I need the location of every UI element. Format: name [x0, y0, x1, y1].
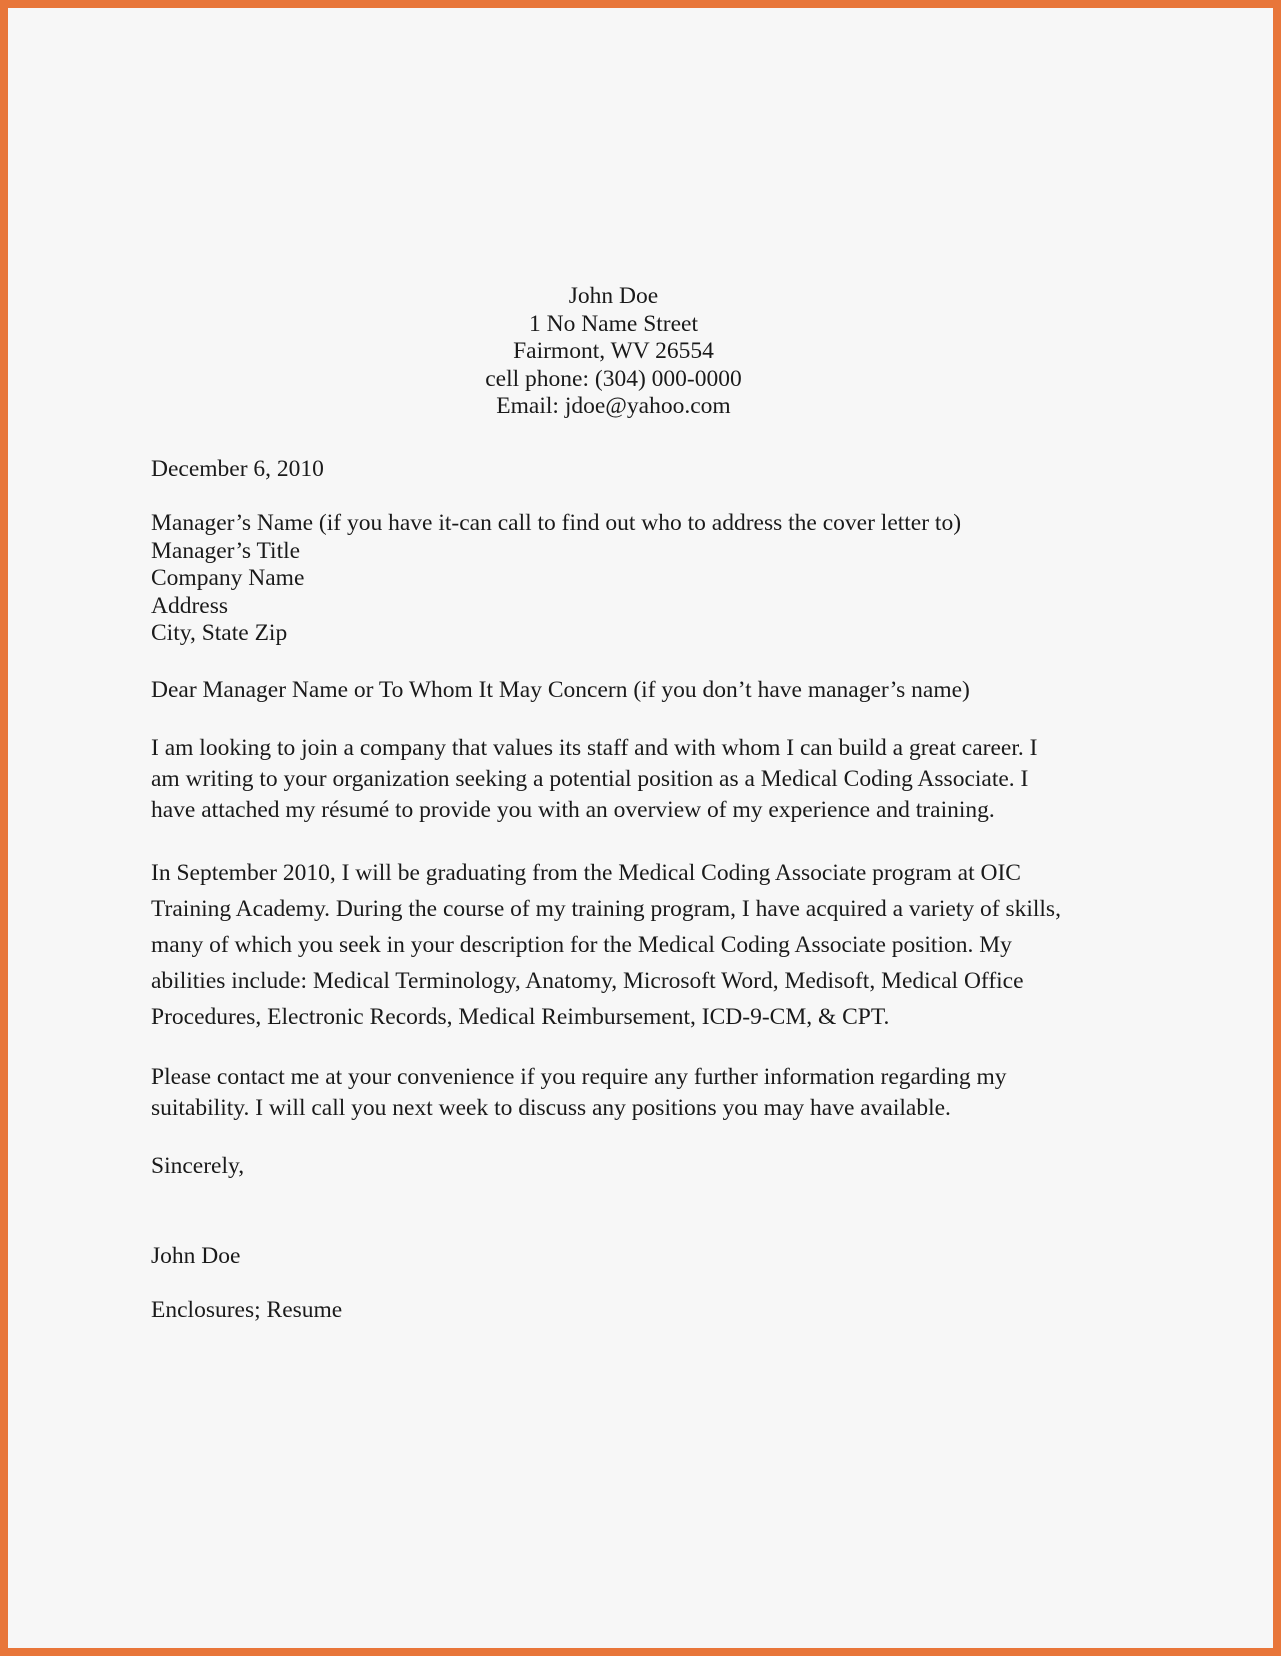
spacer-before-closing	[151, 1124, 1066, 1153]
recipient-company: Company Name	[151, 565, 305, 591]
spacer-before-enclosures	[151, 1270, 1066, 1297]
letterhead-phone: cell phone: (304) 000-0000	[485, 365, 742, 392]
signature-space	[151, 1181, 1066, 1243]
spacer-after-date	[151, 483, 1066, 510]
document-page	[8, 8, 1273, 1648]
letterhead-name: John Doe	[568, 283, 659, 309]
letterhead	[161, 283, 1066, 421]
salutation: Dear Manager Name or To Whom It May Concern (if you don’t have manager’s name)	[151, 676, 970, 703]
paragraph-1: I am looking to join a company that values its staff and with whom I can build a great career. I am writing to your organization seeking a potential position as a Medical Coding Associate. I have attached my résumé to provide you with an overview of my experience and training.	[151, 735, 1038, 823]
paragraph-3: Please contact me at your convenience if you require any further information regarding my suitability. I will call you next week to discuss any positions you may have available.	[151, 1064, 1007, 1121]
letterhead-city-state-zip: Fairmont, WV 26554	[513, 338, 714, 364]
recipient-address	[151, 510, 1066, 648]
spacer-after-recipient	[151, 648, 1066, 677]
letter-date: December 6, 2010	[151, 455, 324, 482]
spacer-after-letterhead	[151, 421, 1066, 456]
recipient-title: Manager’s Title	[151, 537, 301, 564]
letterhead-email: Email: jdoe@yahoo.com	[496, 393, 731, 419]
recipient-city-state-zip: City, State Zip	[151, 620, 288, 646]
closing: Sincerely,	[151, 1153, 245, 1179]
recipient-street: Address	[151, 592, 229, 619]
spacer-between-paragraph-2-3	[151, 1035, 1066, 1062]
paragraph-2: In September 2010, I will be graduating from the Medical Coding Associate program at OIC Training Academy. During the course of my training program, I have acquired a variety of skills, many of which you seek in your description for the Medical Coding Associate position. My abilities include: Medical Terminology, Anatomy, Microsoft Word, Medisoft, Medical Office Procedures, Electronic Records, Medical Reimbursement, ICD-9-CM, & CPT.	[151, 860, 1061, 1030]
signature-name: John Doe	[151, 1242, 241, 1269]
recipient-name: Manager’s Name (if you have it-can call to find out who to address the cover letter to)	[151, 510, 962, 536]
spacer-between-paragraph-1-2	[151, 826, 1066, 855]
spacer-after-salutation	[151, 704, 1066, 733]
letterhead-street: 1 No Name Street	[528, 310, 699, 337]
letter-body	[151, 283, 1066, 1325]
enclosures: Enclosures; Resume	[151, 1297, 343, 1323]
